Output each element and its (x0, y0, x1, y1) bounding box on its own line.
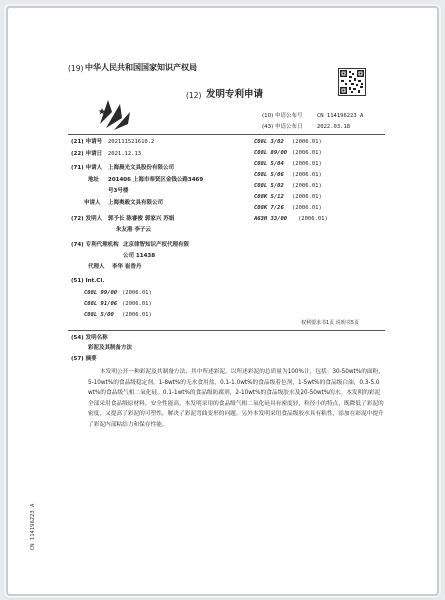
abstract-label: (57) 摘要 (71, 356, 97, 362)
biblio-divider (68, 330, 385, 331)
ipc-right-ver: (2006.01) (292, 194, 322, 200)
invention-title: 彩泥及其制备方法 (88, 345, 133, 351)
address-label: 地址 (88, 177, 100, 183)
ipc-right-ver: (2006.01) (292, 161, 322, 167)
ipc-left-code: C08L 5/00 (84, 312, 114, 318)
ipc-left-code: C08L 91/06 (84, 301, 118, 307)
ipc-right-code: C08K 5/12 (254, 194, 284, 200)
header-divider (68, 134, 385, 135)
pages-info: 权利要求书1页 说明书5页 (301, 320, 359, 326)
patent-document-frame (6, 6, 439, 596)
app-no: 202111521610.2 (108, 139, 155, 145)
ipc-left-ver: (2006.01) (122, 301, 152, 307)
agency-label: (74) 专利代理机构 (71, 242, 119, 248)
ipc-label: (51) Int.Cl. (71, 278, 105, 284)
doc-type-number: (12) (186, 91, 202, 100)
ipc-right-code: C08L 3/02 (254, 139, 284, 145)
address-line-1: 201406 上海市奉贤区金钱公路3469 (108, 177, 204, 183)
inventors-line-1: 郭予长 陈睿俊 郭家兴 苏娟 (108, 216, 175, 222)
office-name: 中华人民共和国国家知识产权局 (85, 63, 197, 72)
agent-label: 代理人 (88, 264, 105, 270)
side-pub-number: CN 114196223 A (30, 503, 36, 550)
cnipa-emblem-icon (96, 94, 136, 134)
ipc-right-ver: (2006.01) (292, 139, 322, 145)
qr-code-icon (338, 68, 366, 96)
ipc-right-code: C08K 7/26 (254, 205, 284, 211)
ipc-right-code: A63H 33/00 (254, 216, 288, 222)
office-number: (19) (68, 64, 84, 73)
applicant-1: 上海晨光文具股份有限公司 (108, 165, 175, 171)
ipc-right-ver: (2006.01) (292, 205, 322, 211)
applicant-label: (71) 申请人 (71, 165, 103, 171)
ipc-right-ver: (2006.01) (292, 183, 322, 189)
ipc-right-ver: (2006.01) (292, 172, 322, 178)
address-line-2: 号3号楼 (108, 188, 129, 194)
app-date: 2021.12.13 (108, 151, 142, 157)
inventor-label: (72) 发明人 (71, 216, 103, 222)
ipc-right-code: C08L 89/00 (254, 150, 288, 156)
ipc-right-code: C08L 5/02 (254, 183, 284, 189)
inventors-line-2: 朱友港 李子云 (116, 227, 151, 233)
abstract-text: 本发明公开一种彩泥及其制备方法，其中所述彩泥，以所述彩泥的总质量为100%计，包括：30-50wt%的面粉，5-10wt%的食品级稳定剂，1-8wt%的无水食用盐，0.1-1.0wt%的食品级着色剂，1-5wt%的食品级白油，0.3-5.0wt%的食品级气相二氧化硅，0.1-1wt%的食品级防腐剂，2-10wt%的食品级胶水及20-50wt%的水。本发明的彩泥全部采用食品级原材料，安全性能高。本发明采用的食品级气相二氧化硅具有密度轻，粒径小的特点，既降低了彩泥的密度，又提高了彩泥的可塑性，解决了彩泥弯曲变形的问题。另外本发明采用食品级胶水具有粘性，添加在彩泥中提升了彩泥内部粘结力和保存性能。 (88, 369, 384, 428)
applicant-2-label: 申请人 (84, 200, 101, 206)
title-label: (54) 发明名称 (71, 335, 108, 341)
applicant-2: 上海奥毅文具有限公司 (108, 200, 164, 206)
agency-line-2: 公司 11438 (123, 253, 156, 259)
doc-type-title: 发明专利申请 (206, 89, 264, 100)
ipc-left-ver: (2006.01) (122, 290, 152, 296)
ipc-right-ver: (2006.01) (292, 150, 322, 156)
app-no-label: (21) 申请号 (71, 139, 103, 145)
ipc-right-ver: (2006.01) (298, 216, 328, 222)
pub-date: 2022.03.18 (317, 124, 351, 130)
ipc-right-code: C08L 5/04 (254, 161, 284, 167)
ipc-left-code: C08L 99/00 (84, 290, 118, 296)
agency-line-1: 北京律智知识产权代理有限 (123, 242, 190, 248)
ipc-left-ver: (2006.01) (122, 312, 152, 318)
app-date-label: (22) 申请日 (71, 151, 103, 157)
pub-no: CN 114196223 A (317, 113, 364, 119)
agent-names: 李华 崔香丹 (112, 264, 142, 270)
pub-date-label: (43) 申请公布日 (262, 124, 303, 130)
pub-no-label: (10) 申请公布号 (262, 113, 303, 119)
ipc-right-code: C08L 5/06 (254, 172, 284, 178)
